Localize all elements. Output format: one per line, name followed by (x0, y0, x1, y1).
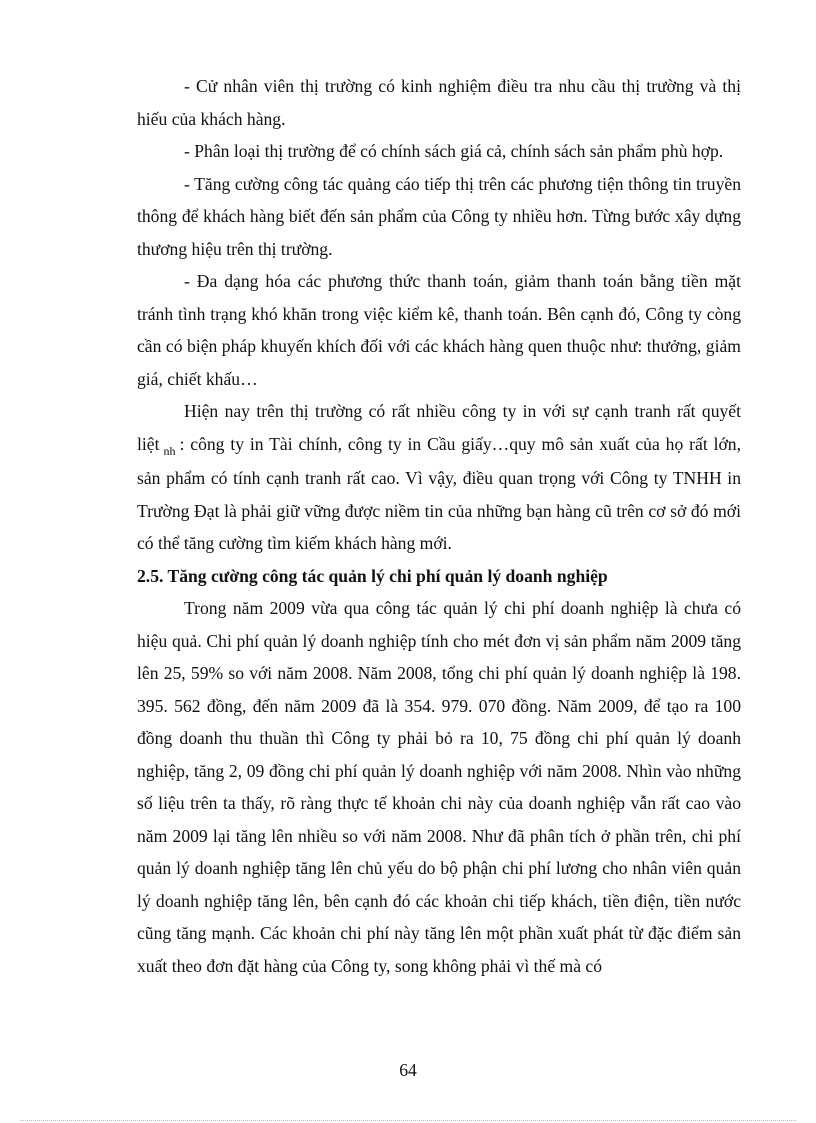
page-number: 64 (399, 1060, 417, 1080)
bullet-advertising: - Tăng cường công tác quảng cáo tiếp thị trên các phương tiện thông tin truyền thông để khách hàng biết đến sản phẩm của Công ty nhiều hơn. Từng bước xây dựng thương hiệu trên thị trường. (137, 173, 741, 259)
bullet-market-staff: - Cử nhân viên thị trường có kinh nghiệm điều tra nhu cầu thị trường và thị hiếu của khách hàng. (137, 76, 741, 129)
body-text (137, 70, 741, 982)
paragraph-costs: Trong năm 2009 vừa qua công tác quản lý chi phí doanh nghiệp là chưa có hiệu quả. Chi phí quản lý doanh nghiệp tính cho mét đơn vị sản phẩm năm 2009 tăng lên 25, 59% so với năm 2008. Năm 2008, tổng chi phí quản lý doanh nghiệp là 198. 395. 562 đồng, đến năm 2009 đã là 354. 979. 070 đồng. Năm 2009, để tạo ra 100 đồng doanh thu thuần thì Công ty phải bỏ ra 10, 75 đồng chi phí quản lý doanh nghiệp, tăng 2, 09 đồng chi phí quản lý doanh nghiệp với năm 2008. Nhìn vào những số liệu trên ta thấy, rõ ràng thực tế khoản chi này của doanh nghiệp vẫn rất cao vào năm 2009 lại tăng lên nhiều so với năm 2008. Như đã phân tích ở phần trên, chi phí quản lý doanh nghiệp tăng lên chủ yếu do bộ phận chi phí lương cho nhân viên quản lý doanh nghiệp tăng lên, bên cạnh đó các khoản chi tiếp khách, tiền điện, tiền nước cũng tăng mạnh. Các khoản chi phí này tăng lên một phần xuất phát từ đặc điểm sản xuất theo đơn đặt hàng của Công ty, song không phải vì thế mà có (137, 598, 741, 976)
page-bottom-divider (20, 1120, 796, 1121)
competition-text-before: Hiện nay trên thị trường có rất nhiều công ty in với sự cạnh tranh rất quyết liệt (137, 401, 741, 454)
bullet-payment-methods: - Đa dạng hóa các phương thức thanh toán, giảm thanh toán bằng tiền mặt tránh tình trạng khó khăn trong việc kiểm kê, thanh toán. Bên cạnh đó, Công ty còng cần có biện pháp khuyến khích đối với các khách hàng quen thuộc như: thưởng, giảm giá, chiết khấu… (137, 271, 741, 389)
section-heading: 2.5. Tăng cường công tác quản lý chi phí quản lý doanh nghiệp (137, 565, 608, 586)
competition-text-after: : công ty in Tài chính, công ty in Cầu giấy…quy mô sản xuất của họ rất lớn, sản phẩm có tính cạnh tranh rất cao. Vì vậy, điều quan trọng với Công ty TNHH in Trường Đạt là phải giữ vững được niềm tin của những bạn hàng cũ trên cơ sở đó mới có thể tăng cường tìm kiếm khách hàng mới. (137, 433, 741, 553)
bullet-market-segmentation: - Phân loại thị trường để có chính sách giá cả, chính sách sản phẩm phù hợp. (184, 141, 724, 161)
competition-subscript: nh (163, 443, 176, 458)
paragraph-competition (137, 395, 741, 560)
